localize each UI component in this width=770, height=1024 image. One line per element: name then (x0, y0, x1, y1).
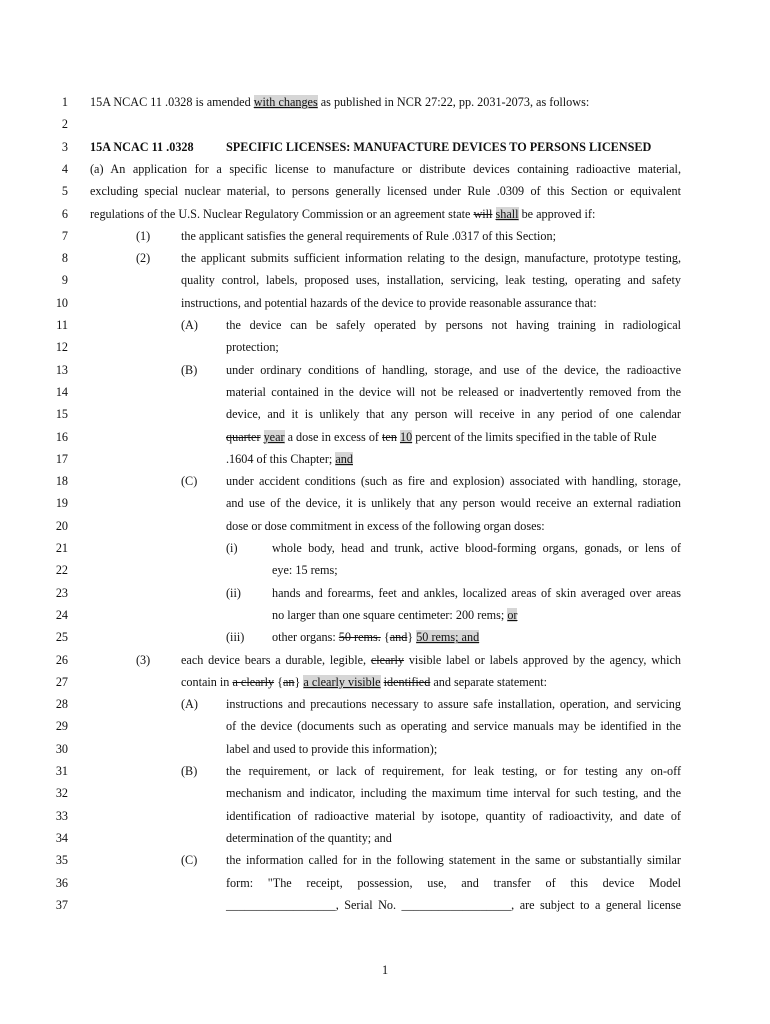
line-number: 4 (61, 161, 68, 176)
line-number: 17 (55, 451, 68, 466)
line-text (181, 272, 681, 288)
line-5 (0, 183, 770, 205)
line-number: 34 (55, 830, 68, 845)
line-text (272, 562, 338, 578)
text-run: no larger than one square centimeter: 200 rems; (272, 607, 508, 622)
text-run: SPECIFIC LICENSES: MANUFACTURE DEVICES TO PERSONS LICENSED (226, 139, 652, 154)
line-23 (0, 585, 770, 607)
line-10 (0, 295, 770, 317)
text-run: the device can be safely operated by persons not having training in radiological (226, 318, 681, 332)
text-run: instructions and precautions necessary to assure safe installation, operation, and servicing (226, 697, 681, 712)
line-number: 22 (55, 563, 68, 578)
text-run: material contained in the device will not be released or inadvertently removed from the (226, 384, 681, 399)
text-run: } (407, 630, 417, 645)
inserted-text: shall (495, 206, 519, 221)
line-text (181, 674, 547, 690)
line-29 (0, 718, 770, 740)
line-6 (0, 206, 770, 228)
line-31 (0, 763, 770, 785)
line-16 (0, 429, 770, 451)
text-run: instructions, and potential hazards of the device to provide reasonable assurance that: (181, 295, 597, 310)
line-14 (0, 384, 770, 406)
line-text (272, 607, 517, 623)
text-run: __________________, Serial No. __________________, are subject to a general license (226, 897, 681, 912)
text-run: eye: 15 rems; (272, 563, 338, 578)
text-run: the applicant submits sufficient information relating to the design, manufacture, prototype testing, (181, 251, 681, 266)
line-19 (0, 495, 770, 517)
line-number: 6 (61, 206, 68, 221)
text-run: { (274, 674, 283, 689)
item-label: (i) (226, 541, 238, 555)
inserted-text: with changes (253, 95, 318, 109)
line-1 (0, 94, 770, 116)
line-number: 10 (55, 295, 68, 310)
line-36 (0, 875, 770, 897)
line-text (226, 451, 353, 467)
item-label: (A) (181, 697, 198, 712)
text-run: the requirement, or lack of requirement, for leak testing, or for testing any on-off (226, 764, 681, 778)
line-number: 7 (61, 228, 68, 243)
line-number: 1 (61, 95, 68, 109)
item-label: (2) (136, 251, 151, 266)
text-run: form: "The receipt, possession, use, and transfer of this device Model (226, 875, 681, 890)
line-text (226, 875, 681, 891)
line-number: 5 (61, 184, 68, 199)
line-34 (0, 830, 770, 852)
line-text (226, 339, 279, 355)
line-number: 12 (55, 340, 68, 355)
deleted-text: clearly (370, 652, 405, 667)
line-text (226, 741, 437, 757)
text-run: dose or dose commitment in excess of the following organ doses: (226, 518, 545, 533)
text-run: quality control, labels, proposed uses, installation, servicing, leak testing, operating and safety (181, 273, 681, 288)
line-text (226, 317, 681, 333)
line-number: 18 (55, 474, 68, 489)
line-35 (0, 852, 770, 874)
line-number: 21 (55, 541, 68, 555)
line-number: 19 (55, 496, 68, 511)
line-24 (0, 607, 770, 629)
item-label: (1) (136, 228, 151, 243)
line-13 (0, 362, 770, 384)
deleted-text: an (282, 674, 295, 689)
line-32 (0, 785, 770, 807)
line-2 (0, 116, 770, 138)
text-run: under accident conditions (such as fire and explosion) associated with handling, storage, (226, 474, 681, 489)
line-number: 20 (55, 518, 68, 533)
item-label: (3) (136, 652, 151, 667)
text-run: under ordinary conditions of handling, storage, and use of the device, the radioactive (226, 362, 681, 377)
line-number: 32 (55, 786, 68, 801)
deleted-text: and (389, 630, 408, 645)
line-text (226, 696, 681, 712)
line-37 (0, 897, 770, 919)
item-label: (C) (181, 474, 198, 489)
text-run: whole body, head and trunk, active blood-forming organs, gonads, or lens of (272, 541, 681, 555)
line-number: 16 (55, 429, 68, 444)
line-28 (0, 696, 770, 718)
line-text (90, 183, 681, 199)
line-text (226, 718, 681, 734)
text-run: .1604 of this Chapter; (226, 451, 336, 466)
rule-title (226, 139, 651, 155)
line-number: 29 (55, 719, 68, 734)
inserted-text: 10 (399, 429, 413, 444)
line-number: 3 (61, 139, 68, 154)
line-number: 35 (55, 853, 68, 868)
line-number: 37 (55, 897, 68, 912)
item-label: (A) (181, 318, 198, 332)
line-text (226, 808, 681, 824)
rule-citation: 15A NCAC 11 .0328 (90, 139, 194, 154)
line-18 (0, 473, 770, 495)
line-number: 33 (55, 808, 68, 823)
text-run: mechanism and indicator, including the maximum time interval for such testing, and the (226, 786, 681, 801)
line-number: 15 (55, 407, 68, 422)
line-17 (0, 451, 770, 473)
text-run: identification of radioactive material by isotope, quantity of radioactivity, and date of (226, 808, 681, 823)
line-text (181, 250, 681, 266)
text-run: hands and forearms, feet and ankles, localized areas of skin averaged over areas (272, 585, 681, 600)
line-20 (0, 518, 770, 540)
deleted-text: will (473, 206, 493, 221)
line-26 (0, 652, 770, 674)
deleted-text: quarter (226, 429, 261, 444)
text-run: be approved if: (518, 206, 596, 221)
deleted-text: a clearly (232, 674, 275, 689)
line-number: 24 (55, 607, 68, 622)
line-text (90, 161, 681, 177)
text-run: and separate statement: (430, 674, 548, 689)
line-text (226, 852, 681, 868)
text-run: a dose in excess of (284, 429, 383, 444)
text-run: the applicant satisfies the general requirements of Rule .0317 of this Section; (181, 228, 557, 243)
line-text (90, 206, 595, 222)
line-text (272, 540, 681, 556)
line-number: 9 (61, 273, 68, 288)
inserted-text: a clearly visible (303, 674, 381, 689)
text-run: device, and it is unlikely that any person will receive in any period of one calendar (226, 407, 681, 422)
line-9 (0, 272, 770, 294)
line-text (90, 94, 589, 110)
line-22 (0, 562, 770, 584)
text-run: 15A NCAC 11 .0328 is amended (90, 95, 254, 109)
line-21 (0, 540, 770, 562)
item-label: (C) (181, 853, 198, 868)
page-number: 1 (381, 963, 389, 977)
line-text (226, 429, 657, 445)
line-text (226, 473, 681, 489)
line-number: 28 (55, 697, 68, 712)
line-number: 25 (55, 630, 68, 645)
line-30 (0, 741, 770, 763)
text-run: other organs: (272, 630, 339, 645)
text-run: each device bears a durable, legible, (181, 652, 371, 667)
text-run: visible label or labels approved by the agency, which (404, 652, 681, 667)
text-run: } (294, 674, 304, 689)
text-run: the information called for in the following statement in the same or substantially similar (226, 853, 681, 868)
inserted-text: 50 rems; and (416, 630, 480, 645)
line-number: 31 (55, 764, 68, 778)
line-12 (0, 339, 770, 361)
line-25 (0, 629, 770, 651)
line-number: 14 (55, 384, 68, 399)
line-number: 8 (61, 251, 68, 266)
text-run: percent of the limits specified in the table of Rule (412, 429, 657, 444)
text-run: contain in (181, 674, 233, 689)
deleted-text: ten (382, 429, 397, 444)
line-text (226, 362, 681, 378)
line-number: 23 (55, 585, 68, 600)
line-text (272, 629, 479, 645)
text-run: excluding special nuclear material, to persons generally licensed under Rule .0309 of this Section or equivalent (90, 184, 681, 199)
line-text (226, 830, 392, 846)
deleted-text: identified (383, 674, 431, 689)
text-run: and use of the device, it is unlikely that any person would receive an external radiation (226, 496, 681, 511)
line-number: 30 (55, 741, 68, 756)
item-label: (B) (181, 362, 198, 377)
line-text (226, 518, 545, 534)
line-text (226, 495, 681, 511)
line-7 (0, 228, 770, 250)
line-number: 13 (55, 362, 68, 377)
line-text (181, 295, 597, 311)
item-label: (iii) (226, 630, 245, 645)
line-15 (0, 406, 770, 428)
line-text (226, 763, 681, 779)
inserted-text: year (263, 429, 285, 444)
line-text (181, 652, 681, 668)
line-number: 36 (55, 875, 68, 890)
line-text (181, 228, 556, 244)
text-run: determination of the quantity; and (226, 830, 392, 845)
text-run: of the device (documents such as operating and service manuals may be identified in the (226, 719, 681, 734)
line-number: 11 (56, 318, 68, 332)
text-run: label and used to provide this information); (226, 741, 438, 756)
deleted-text: 50 rems. (338, 630, 381, 645)
line-8 (0, 250, 770, 272)
text-run: (a) An application for a specific license to manufacture or distribute devices containing radioactive material, (90, 161, 681, 176)
line-text (226, 897, 681, 913)
item-label: (ii) (226, 585, 241, 600)
line-11 (0, 317, 770, 339)
inserted-text: or (507, 607, 518, 622)
text-run: as published in NCR 27:22, pp. 2031-2073, as follows: (317, 95, 590, 109)
line-number: 26 (55, 652, 68, 667)
line-4 (0, 161, 770, 183)
line-text (226, 785, 681, 801)
text-run: regulations of the U.S. Nuclear Regulatory Commission or an agreement state (90, 206, 474, 221)
line-27 (0, 674, 770, 696)
text-run: { (380, 630, 390, 645)
inserted-text: and (335, 451, 353, 466)
line-text (226, 384, 681, 400)
line-number: 2 (61, 117, 68, 132)
item-label: (B) (181, 764, 198, 778)
line-3 (0, 139, 770, 161)
line-text (226, 406, 681, 422)
line-33 (0, 808, 770, 830)
text-run: protection; (226, 340, 279, 355)
line-text (272, 585, 681, 601)
line-number: 27 (55, 674, 68, 689)
